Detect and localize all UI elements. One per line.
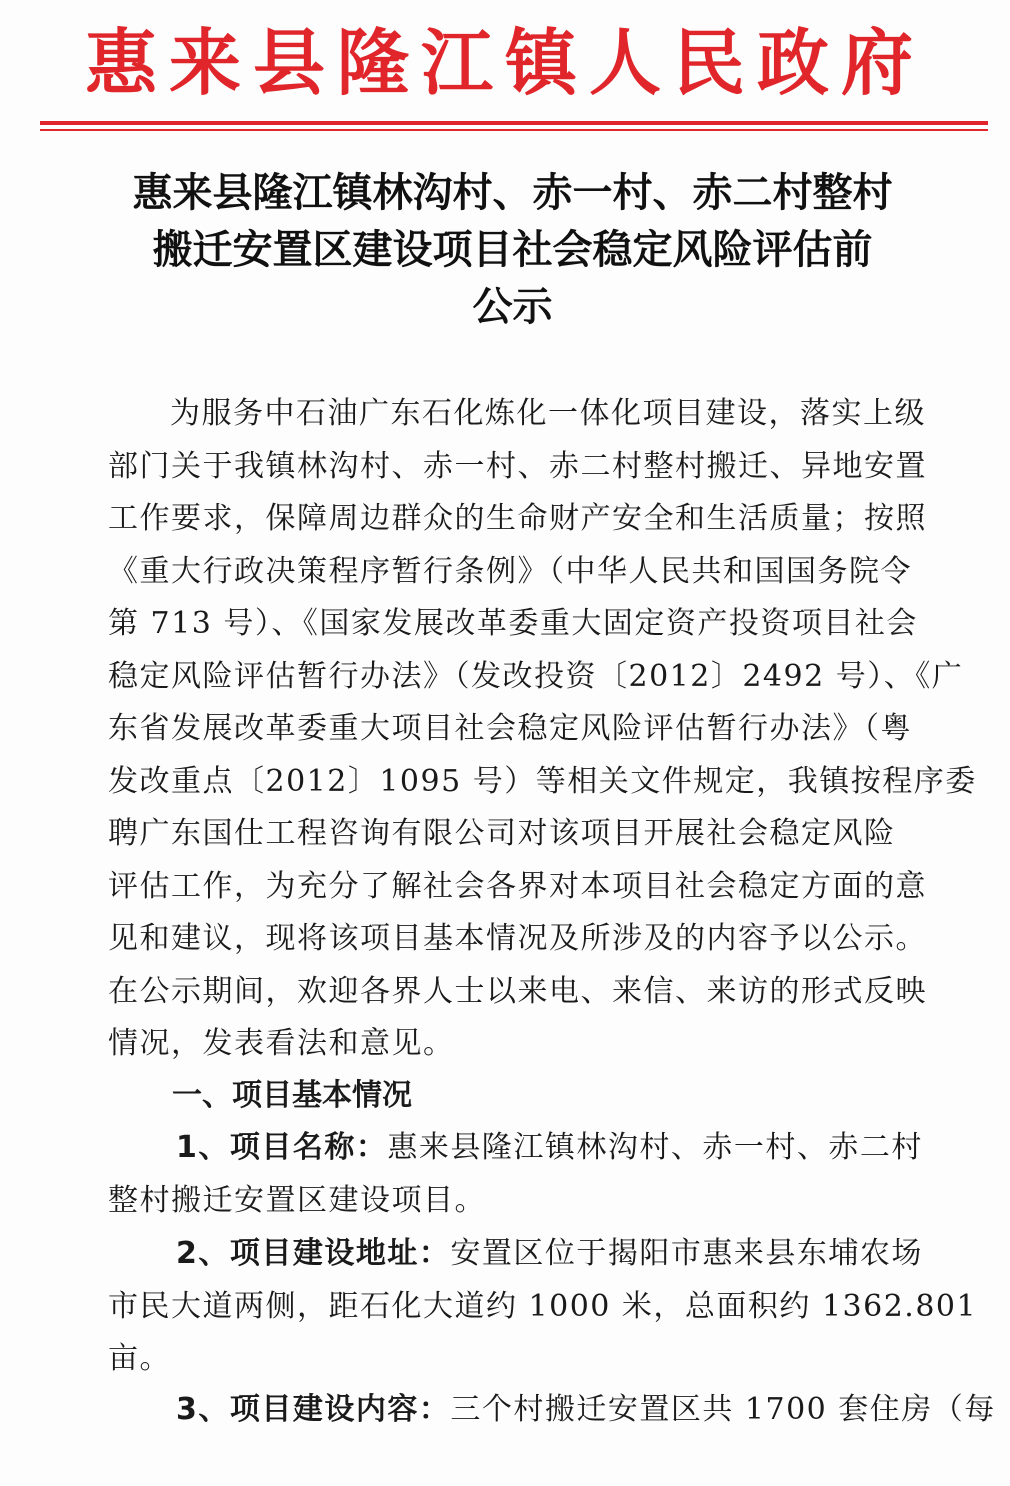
red-rule-thin: [40, 129, 988, 131]
item-line: [108, 1122, 938, 1175]
paragraph-line: 情况，发表看法和意见。: [108, 1026, 455, 1061]
paragraph-line: 为服务中石油广东石化炼化一体化项目建设，落实上级: [170, 396, 926, 431]
item-text: 安置区位于揭阳市惠来县东埔农场: [450, 1236, 923, 1271]
document-title: [90, 165, 935, 336]
title-line-2: 搬迁安置区建设项目社会稳定风险评估前: [152, 227, 873, 273]
paragraph-line: 评估工作，为充分了解社会各界对本项目社会稳定方面的意: [108, 868, 927, 904]
item-label: 1、项目名称：: [176, 1130, 388, 1165]
masthead-title: 惠来县隆江镇人民政府: [84, 21, 925, 105]
item-project-name: [108, 1122, 938, 1227]
item-line: 市民大道两侧，距石化大道约 1000 米，总面积约 1362.801: [108, 1288, 978, 1324]
item-text: 三个村搬迁安置区共 1700 套住房（每: [450, 1392, 996, 1427]
paragraph-line: 东省发展改革委重大项目社会稳定风险评估暂行办法》（粤: [108, 711, 912, 746]
paragraph-line: 见和建议，现将该项目基本情况及所涉及的内容予以公示。: [108, 921, 927, 956]
item-line: 亩。: [108, 1341, 171, 1376]
item-project-address: [108, 1228, 978, 1386]
paragraph-line: 工作要求，保障周边群众的生命财产安全和生活质量；按照: [108, 501, 927, 536]
item-label: 3、项目建设内容：: [176, 1392, 451, 1427]
paragraph-line: 在公示期间，欢迎各界人士以来电、来信、来访的形式反映: [108, 973, 927, 1009]
paragraph-line: 聘广东国仕工程咨询有限公司对该项目开展社会稳定风险: [108, 816, 896, 851]
title-line-1: 惠来县隆江镇林沟村、赤一村、赤二村整村: [132, 170, 893, 216]
paragraph-line: 部门关于我镇林沟村、赤一村、赤二村整村搬迁、异地安置: [108, 448, 927, 484]
title-line-3: 公示: [472, 284, 553, 330]
intro-paragraph: [108, 388, 977, 1071]
section-heading: 一、项目基本情况: [172, 1078, 412, 1113]
paragraph-line: 第 713 号）、《国家发展改革委重大固定资产投资项目社会: [108, 606, 918, 641]
item-label: 2、项目建设地址：: [176, 1236, 451, 1271]
paragraph-line: 《重大行政决策程序暂行条例》（中华人民共和国国务院令: [108, 553, 912, 589]
paragraph-line: 发改重点〔2012〕1095 号）等相关文件规定，我镇按程序委: [108, 763, 977, 799]
item-text: 惠来县隆江镇林沟村、赤一村、赤二村: [387, 1130, 923, 1165]
item-project-content: [108, 1384, 996, 1437]
red-header-rule: [40, 121, 988, 131]
paragraph-line: 稳定风险评估暂行办法》（发改投资〔2012〕2492 号）、《广: [108, 658, 964, 694]
item-line: [108, 1228, 938, 1281]
item-line: 整村搬迁安置区建设项目。: [108, 1182, 486, 1218]
item-line: [108, 1384, 996, 1437]
red-rule-thick: [40, 121, 988, 125]
